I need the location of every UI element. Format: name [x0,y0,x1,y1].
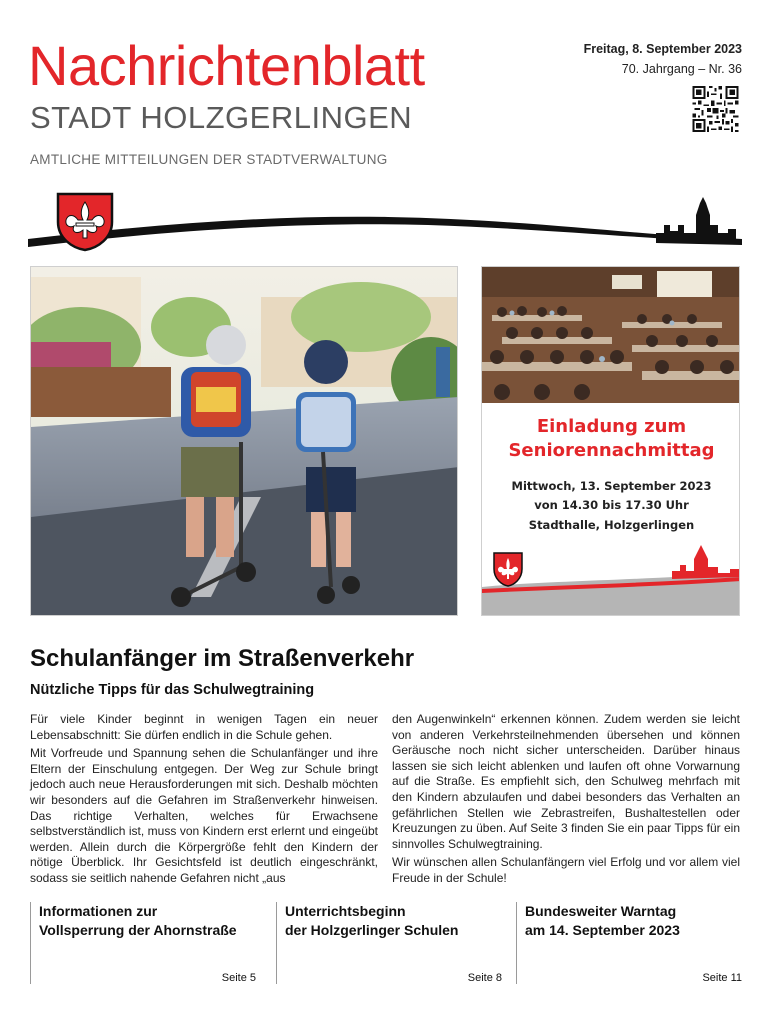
event-hall-photo [482,267,740,403]
article-headline: Schulanfänger im Straßenverkehr [30,645,415,672]
promo-footer-graphic [482,543,740,616]
issue-date: Freitag, 8. September 2023 [583,42,742,56]
teaser-page-ref: Seite 5 [221,972,256,984]
senior-event-promo[interactable] [481,266,740,616]
teaser-title [39,902,237,940]
teaser-title [285,902,458,940]
promo-location: Stadthalle, Holzgerlingen [528,518,695,532]
teaser-road-closure[interactable] [30,902,256,984]
teaser-page-ref: Seite 11 [702,972,742,984]
coat-of-arms-icon [52,190,118,252]
children-scooter-photo [30,266,458,616]
newspaper-subtitle: STADT HOLZGERLINGEN [30,100,413,135]
newspaper-title: Nachrichtenblatt [28,34,425,97]
masthead-swoosh [28,195,742,255]
qr-code-icon[interactable] [691,86,740,132]
teaser-warning-day[interactable] [516,902,742,984]
promo-title-line2: Seniorennachmittag [508,440,715,461]
teaser-title-line2: der Holzgerlinger Schulen [285,922,459,938]
article-paragraph: Wir wünschen allen Schulanfängern viel Erfolg und vor allem viel Freude in der Schule! [392,855,740,885]
article-paragraph: Mit Vorfreude und Spannung sehen die Schulanfänger und ihre Eltern der Einschulung entgegen. Der Weg zur Schule bringt jedoch auch neue Herausforderungen mit sich. Deshalb möchten wir besonders auf die Gefahren im Straßenverkehr hinweisen. Das richtige Verhalten, welches für Erwachsene selbstverständlich ist, muss von Kindern erst erlernt und eingeübt werden. Allein durch die Körpergröße fehlt den Kindern der nötige Überblick. Ihr Gesichtsfeld ist deutlich eingeschränkt, sodass sie seitlich nahende Gefahren nicht „aus [30,746,378,885]
article-subheadline: Nützliche Tipps für das Schulwegtraining [30,682,315,698]
issue-number: 70. Jahrgang – Nr. 36 [621,62,742,76]
teaser-title [525,902,680,940]
promo-date: Mittwoch, 13. September 2023 [511,479,712,493]
teaser-title-line1: Bundesweiter Warntag [525,903,677,919]
teaser-title-line2: am 14. September 2023 [525,922,680,938]
article-column-left [30,712,378,890]
teaser-title-line1: Informationen zur [39,903,158,919]
promo-title [482,415,740,463]
coat-of-arms-icon [494,553,522,586]
teaser-title-line1: Unterrichtsbeginn [285,903,406,919]
promo-time: von 14.30 bis 17.30 Uhr [534,498,689,512]
article-paragraph: den Augenwinkeln“ erkennen können. Zudem werden sie leicht von anderen Verkehrsteilnehmenden übersehen und können Geräusche noch nicht sicher unterscheiden. Darüber hinaus lassen sie sich leicht ablenken und laufen oft ohne Vorwarnung auf die Straße. Es empfiehlt sich, den Schulweg mehrfach mit den Kindern abzulaufen und dabei besonders das Verhalten an gefährlichen Stellen wie Zebrastreifen, Bushaltestellen oder Kreuzungen zu üben. Auf Seite 3 finden Sie ein paar Tipps für ein sinnvolles Schulwegtraining. [392,712,740,851]
article-column-right [392,712,740,890]
teaser-title-line2: Vollsperrung der Ahornstraße [39,922,237,938]
teaser-page-ref: Seite 8 [467,972,502,984]
town-skyline-icon [656,197,742,245]
newspaper-tagline: AMTLICHE MITTEILUNGEN DER STADTVERWALTUNG [30,152,388,167]
teaser-school-start[interactable] [276,902,502,984]
article-paragraph: Für viele Kinder beginnt in wenigen Tagen ein neuer Lebensabschnitt: Sie dürfen endlich in die Schule gehen. [30,712,378,742]
promo-title-line1: Einladung zum [536,416,687,437]
